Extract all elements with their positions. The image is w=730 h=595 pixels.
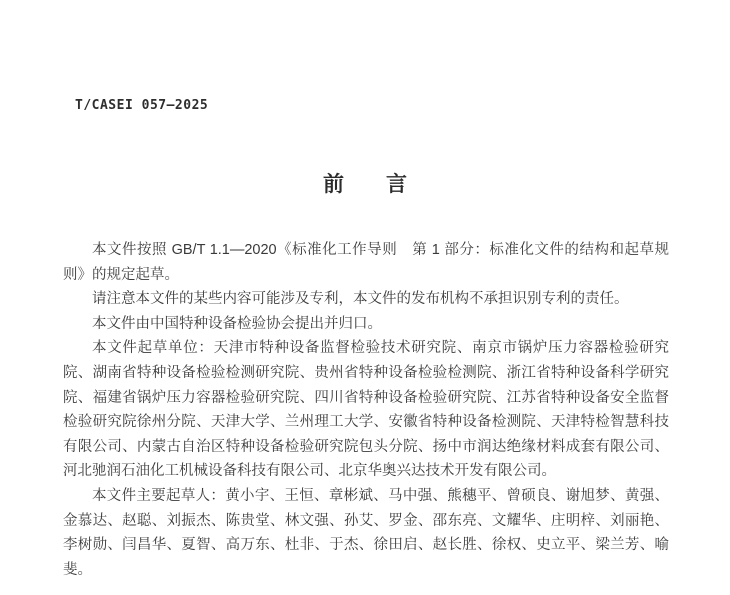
preface-title: 前 言	[323, 173, 407, 196]
paragraph-main-drafters: 本文件主要起草人：黄小宇、王恒、章彬斌、马中强、熊穗平、曾硕良、谢旭梦、黄强、金慕达、赵聪、刘振杰、陈贵堂、林文强、孙艾、罗金、邵东亮、文耀华、庄明梓、刘丽艳、李树勋、闫昌华、夏智、高万东、杜非、于杰、徐田启、赵长胜、徐权、史立平、梁兰芳、喻斐。	[63, 487, 669, 578]
paragraph-patent-notice: 请注意本文件的某些内容可能涉及专利，本文件的发布机构不承担识别专利的责任。	[92, 291, 629, 308]
standard-doc-number: T/CASEI 057—2025	[75, 98, 209, 113]
paragraph-proposing-body: 本文件由中国特种设备检验协会提出并归口。	[92, 315, 382, 332]
preface-body	[63, 238, 669, 582]
paragraph-drafting-organizations: 本文件起草单位：天津市特种设备监督检验技术研究院、南京市锅炉压力容器检验研究院、湖南省特种设备检验检测研究院、贵州省特种设备检验检测院、浙江省特种设备科学研究院、福建省锅炉压力容器检验研究院、四川省特种设备检验研究院、江苏省特种设备安全监督检验研究院徐州分院、天津大学、兰州理工大学、安徽省特种设备检测院、天津特检智慧科技有限公司、内蒙古自治区特种设备检验研究院包头分院、扬中市润达绝缘材料成套有限公司、河北驰润石油化工机械设备科技有限公司、北京华奥兴达技术开发有限公司。	[63, 340, 669, 480]
paragraph-drafting-rules: 本文件按照 GB/T 1.1—2020《标准化工作导则 第 1 部分：标准化文件的结构和起草规则》的规定起草。	[63, 242, 669, 283]
